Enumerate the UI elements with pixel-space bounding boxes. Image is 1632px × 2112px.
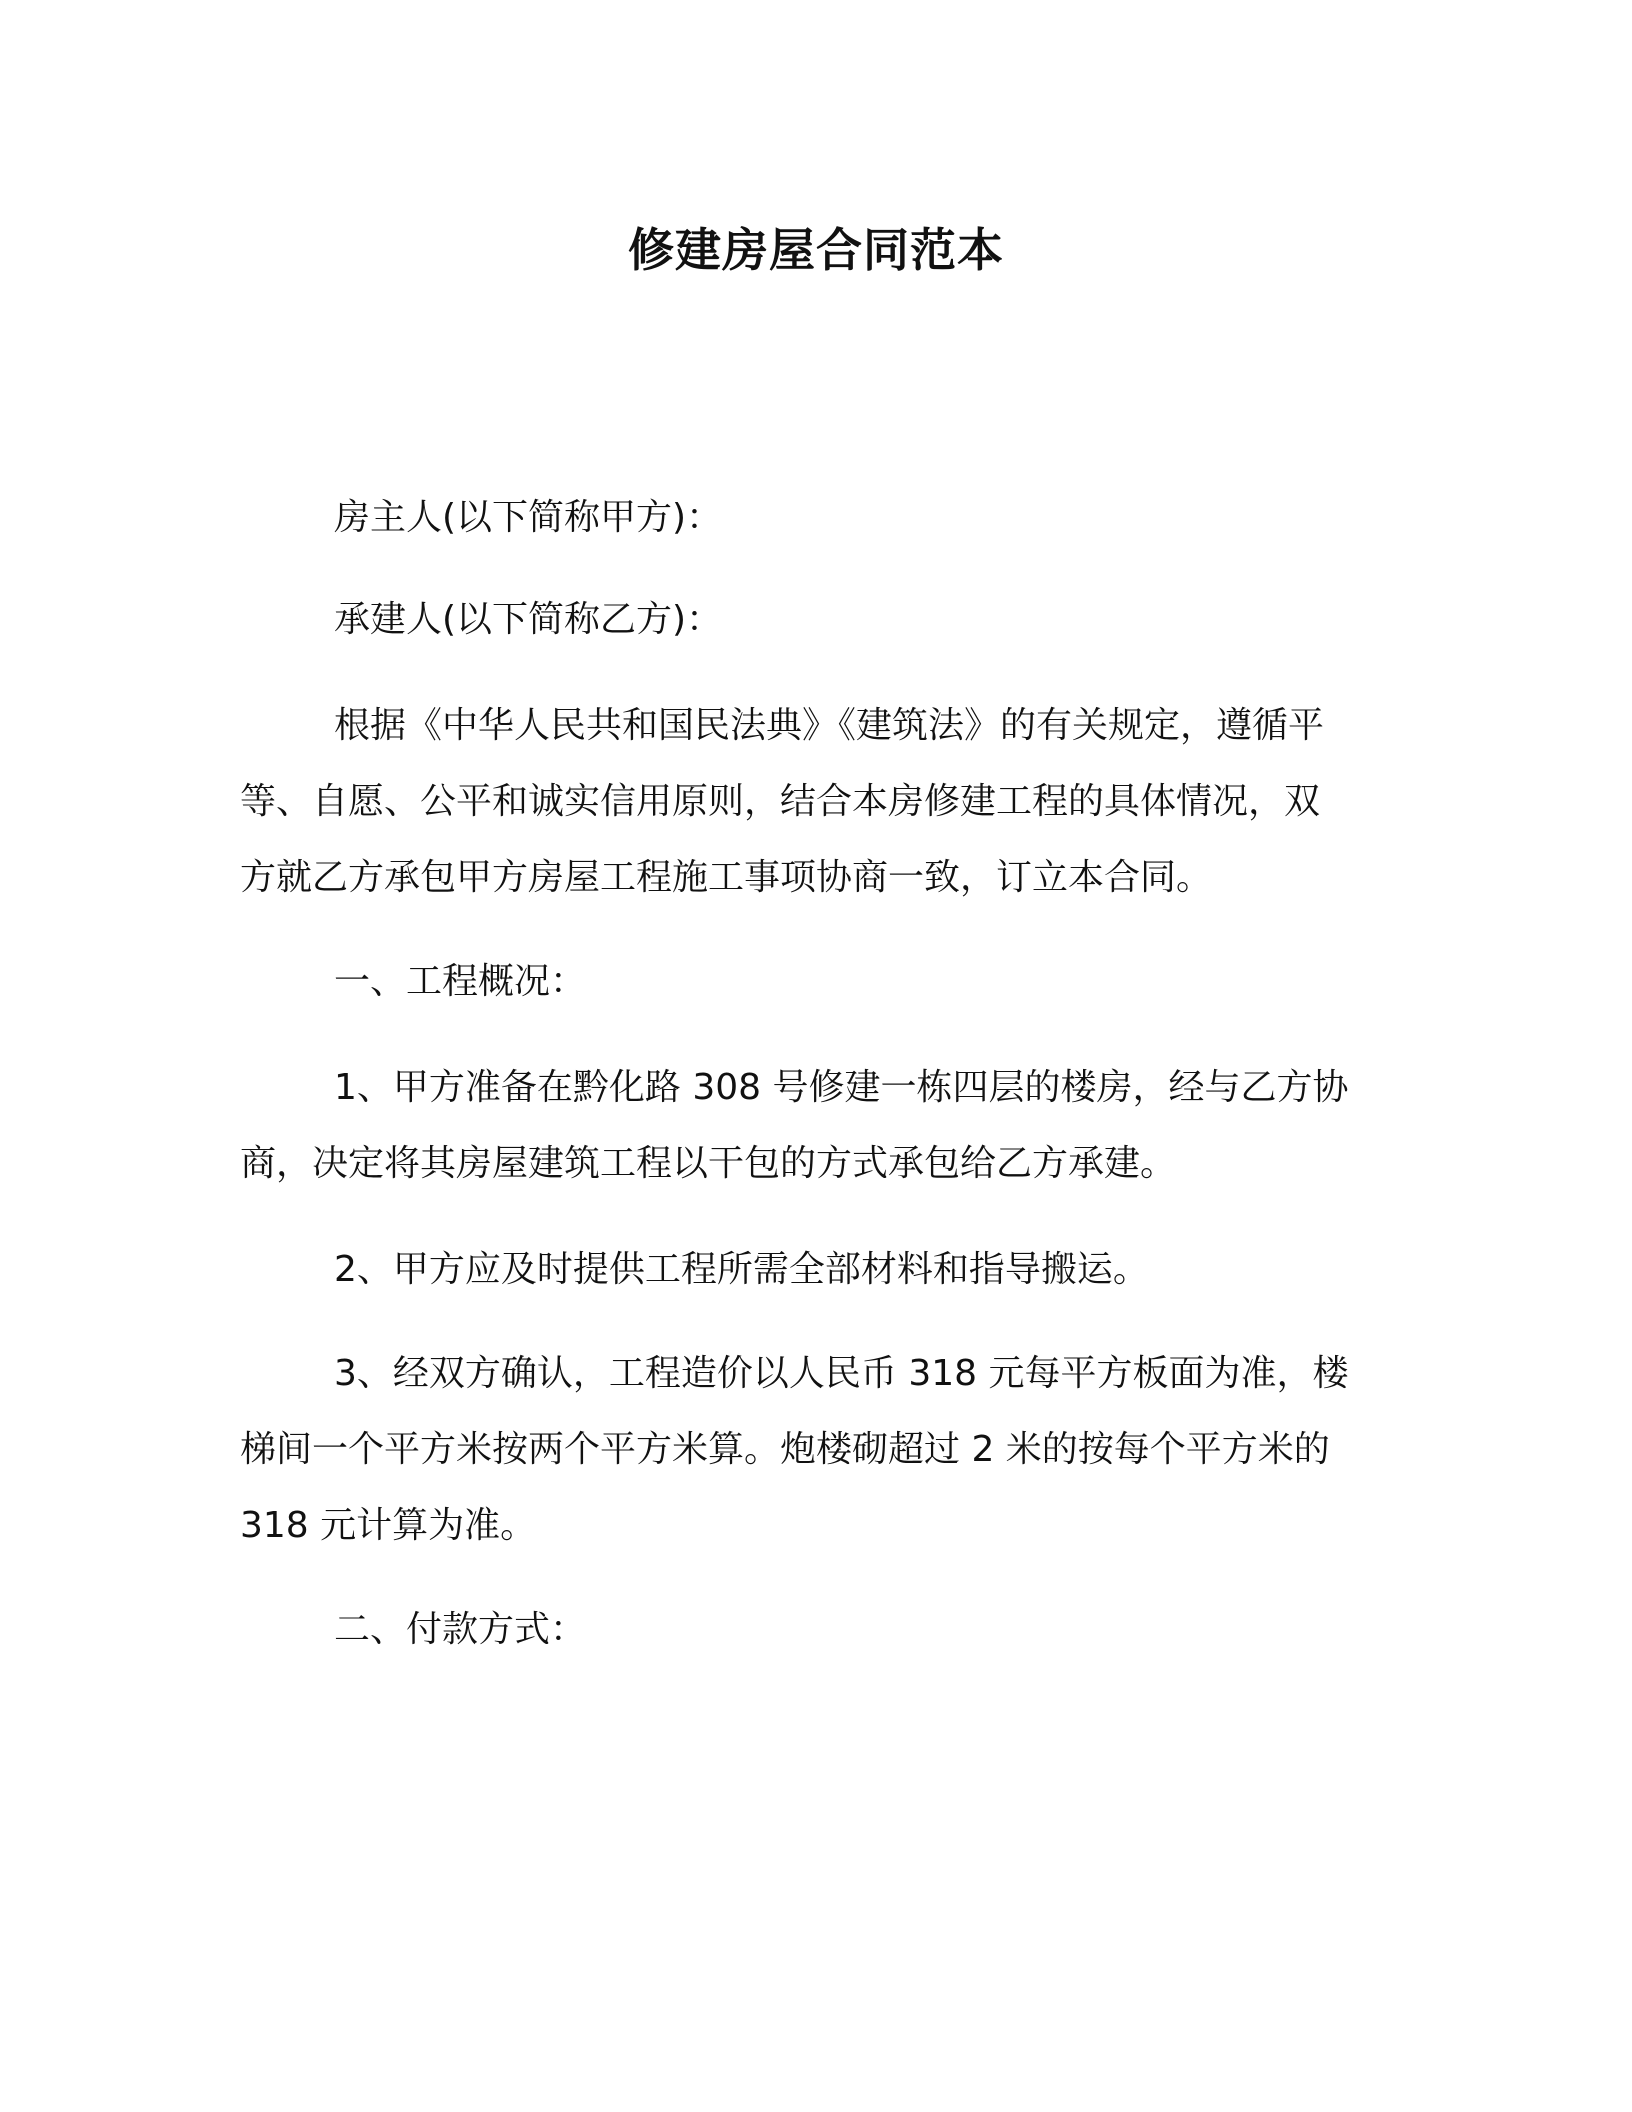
section-2-heading: 二、付款方式：: [334, 1609, 587, 1650]
preamble-paragraph: [240, 688, 1376, 916]
preamble-line-1: 根据《中华人民共和国民法典》《建筑法》的有关规定，遵循平: [334, 705, 1325, 746]
preamble-line-3: 方就乙方承包甲方房屋工程施工事项协商一致，订立本合同。: [240, 857, 1213, 898]
party-b-line: 承建人(以下简称乙方)：: [334, 599, 723, 640]
item-3-paragraph: [240, 1336, 1376, 1564]
party-a-line: 房主人(以下简称甲方)：: [334, 497, 723, 538]
item-3-line-2: 梯间一个平方米按两个平方米算。炮楼砌超过 2 米的按每个平方米的: [240, 1429, 1330, 1470]
item-1-line-2: 商，决定将其房屋建筑工程以干包的方式承包给乙方承建。: [240, 1143, 1177, 1184]
item-1-line-1: 1、甲方准备在黔化路 308 号修建一栋四层的楼房，经与乙方协: [334, 1067, 1349, 1108]
item-3-line-1: 3、经双方确认，工程造价以人民币 318 元每平方板面为准，楼: [334, 1353, 1349, 1394]
section-1-heading: 一、工程概况：: [334, 961, 587, 1002]
item-3-line-3: 318 元计算为准。: [240, 1505, 537, 1546]
preamble-line-2: 等、自愿、公平和诚实信用原则，结合本房修建工程的具体情况，双: [240, 781, 1321, 822]
item-1-paragraph: [240, 1050, 1376, 1202]
item-2-paragraph: 2、甲方应及时提供工程所需全部材料和指导搬运。: [334, 1249, 1149, 1290]
document-title: 修建房屋合同范本: [628, 223, 1004, 277]
